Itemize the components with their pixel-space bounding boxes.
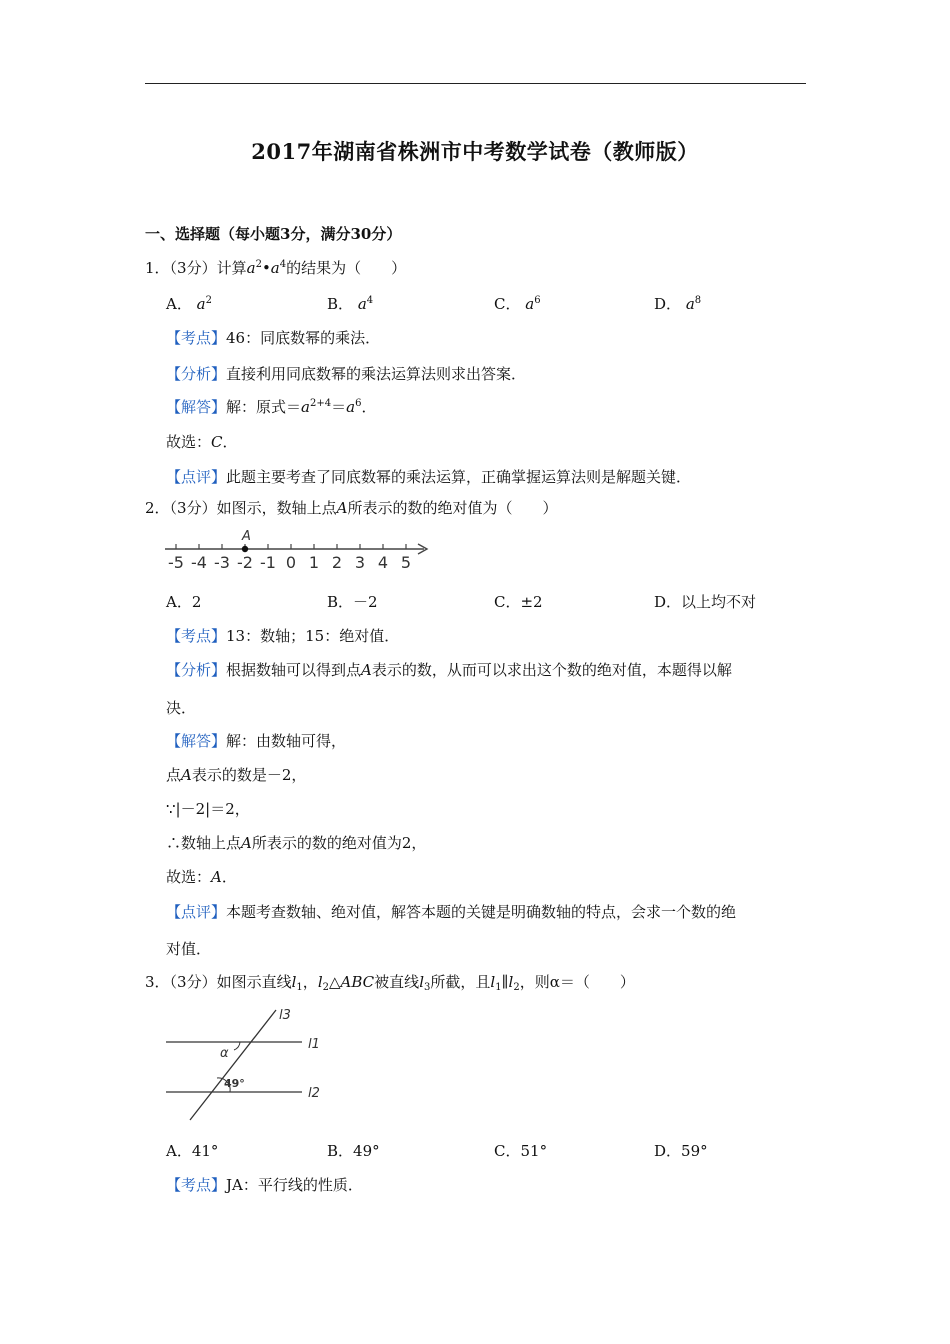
q3-number: 3． (145, 973, 170, 991)
axis-tick-label: 1 (308, 553, 320, 572)
kaodian-tag: 【考点】 (166, 329, 227, 347)
q3-option-a: A．41° (166, 1142, 219, 1160)
axis-tick-label: 5 (400, 553, 412, 572)
jieda-tag: 【解答】 (166, 398, 227, 416)
axis-tick-labels (168, 553, 411, 572)
q1-option-a: A． $a^2$ (166, 295, 212, 313)
axis-tick-label: -3 (214, 553, 230, 572)
q1-kaodian: 【考点】46：同底数幂的乘法． (166, 329, 381, 347)
label-49-degrees: 49° (224, 1077, 245, 1090)
q2-score: （3分） (169, 499, 217, 517)
axis-tick-label: -2 (237, 553, 253, 572)
q3-option-b: B．49° (327, 1142, 380, 1160)
q2-kaodian: 【考点】13：数轴；15：绝对值． (166, 627, 400, 645)
q1-option-d: D． $a^8$ (654, 295, 702, 313)
q2-number: 2． (145, 499, 170, 517)
q3-stem: 3．（3分）如图示直线$l_1$，$l_2\triangle ABC$被直线$l_3$所截，且$l_1\parallel l_2$，则α＝（ ） (145, 973, 635, 993)
q2-choose: 故选：A． (166, 868, 237, 886)
q2-line2: ∵|－2|＝2， (166, 800, 250, 818)
q2-line1: 点A表示的数是－2， (166, 766, 307, 784)
q1-dianping: 【点评】此题主要考查了同底数幂的乘法运算，正确掌握运算法则是解题关键． (166, 468, 692, 486)
q1-fenxi: 【分析】直接利用同底数幂的乘法运算法则求出答案． (166, 365, 527, 383)
label-l3: l3 (279, 1008, 291, 1023)
point-a-label: A (242, 529, 251, 544)
line-l3 (190, 1010, 276, 1120)
label-l1: l1 (308, 1037, 320, 1052)
axis-ticks (176, 544, 406, 549)
q2-dianping: 【点评】本题考查数轴、绝对值，解答本题的关键是明确数轴的特点，会求一个数的绝 (166, 903, 737, 921)
q3-option-d: D．59° (654, 1142, 708, 1160)
number-line-figure (160, 528, 435, 576)
q3-score: （3分） (169, 973, 217, 991)
q1-choose: 故选：C． (166, 433, 238, 451)
q2-line3: ∴数轴上点A所表示的数的绝对值为2， (166, 834, 427, 852)
q2-dianping-cont: 对值． (166, 940, 212, 958)
q1-number: 1． (145, 259, 170, 277)
label-alpha: α (220, 1046, 229, 1061)
q1-jieda: 【解答】解：原式$=a^{2+4}=a^6$． (166, 398, 377, 416)
point-a-dot (242, 546, 248, 552)
label-l2: l2 (308, 1086, 320, 1101)
fenxi-tag: 【分析】 (166, 365, 227, 383)
axis-tick-label: -5 (168, 553, 184, 572)
q1-stem-text-end: 的结果为（ ） (286, 259, 407, 277)
axis-tick-label: 3 (354, 553, 366, 572)
q1-stem-text: 计算 (216, 259, 247, 277)
parallel-lines-figure (160, 1005, 330, 1125)
axis-tick-label: -4 (191, 553, 207, 572)
axis-tick-label: -1 (260, 553, 276, 572)
q3-option-c: C．51° (494, 1142, 548, 1160)
q2-fenxi: 【分析】根据数轴可以得到点A表示的数，从而可以求出这个数的绝对值，本题得以解 (166, 661, 732, 679)
axis-tick-label: 2 (331, 553, 343, 572)
page-title: 2017年湖南省株洲市中考数学试卷（教师版） (251, 139, 699, 164)
q1-stem: 1．（3分）计算$a^2•a^4$的结果为（ ） (145, 259, 407, 277)
q2-stem: 2．（3分）如图示，数轴上点A所表示的数的绝对值为（ ） (145, 499, 558, 517)
section-heading: 一、选择题（每小题3分，满分30分） (145, 225, 402, 243)
q3-kaodian: 【考点】JA：平行线的性质． (166, 1176, 363, 1194)
q2-option-d: D．以上均不对 (654, 593, 757, 611)
q2-jieda: 【解答】解：由数轴可得， (166, 732, 347, 750)
q1-score: （3分） (169, 259, 217, 277)
q1-option-b: B． $a^4$ (327, 295, 374, 313)
alpha-arc (234, 1042, 240, 1050)
q2-fenxi-cont: 决． (166, 699, 197, 717)
axis-tick-label: 4 (377, 553, 389, 572)
q2-option-a: A．2 (166, 593, 202, 611)
dianping-tag: 【点评】 (166, 468, 227, 486)
q2-option-c: C．±2 (494, 593, 543, 611)
axis-tick-label: 0 (285, 553, 297, 572)
header-rule (145, 83, 806, 84)
q1-option-c: C． $a^6$ (494, 295, 541, 313)
q2-option-b: B．－2 (327, 593, 378, 611)
